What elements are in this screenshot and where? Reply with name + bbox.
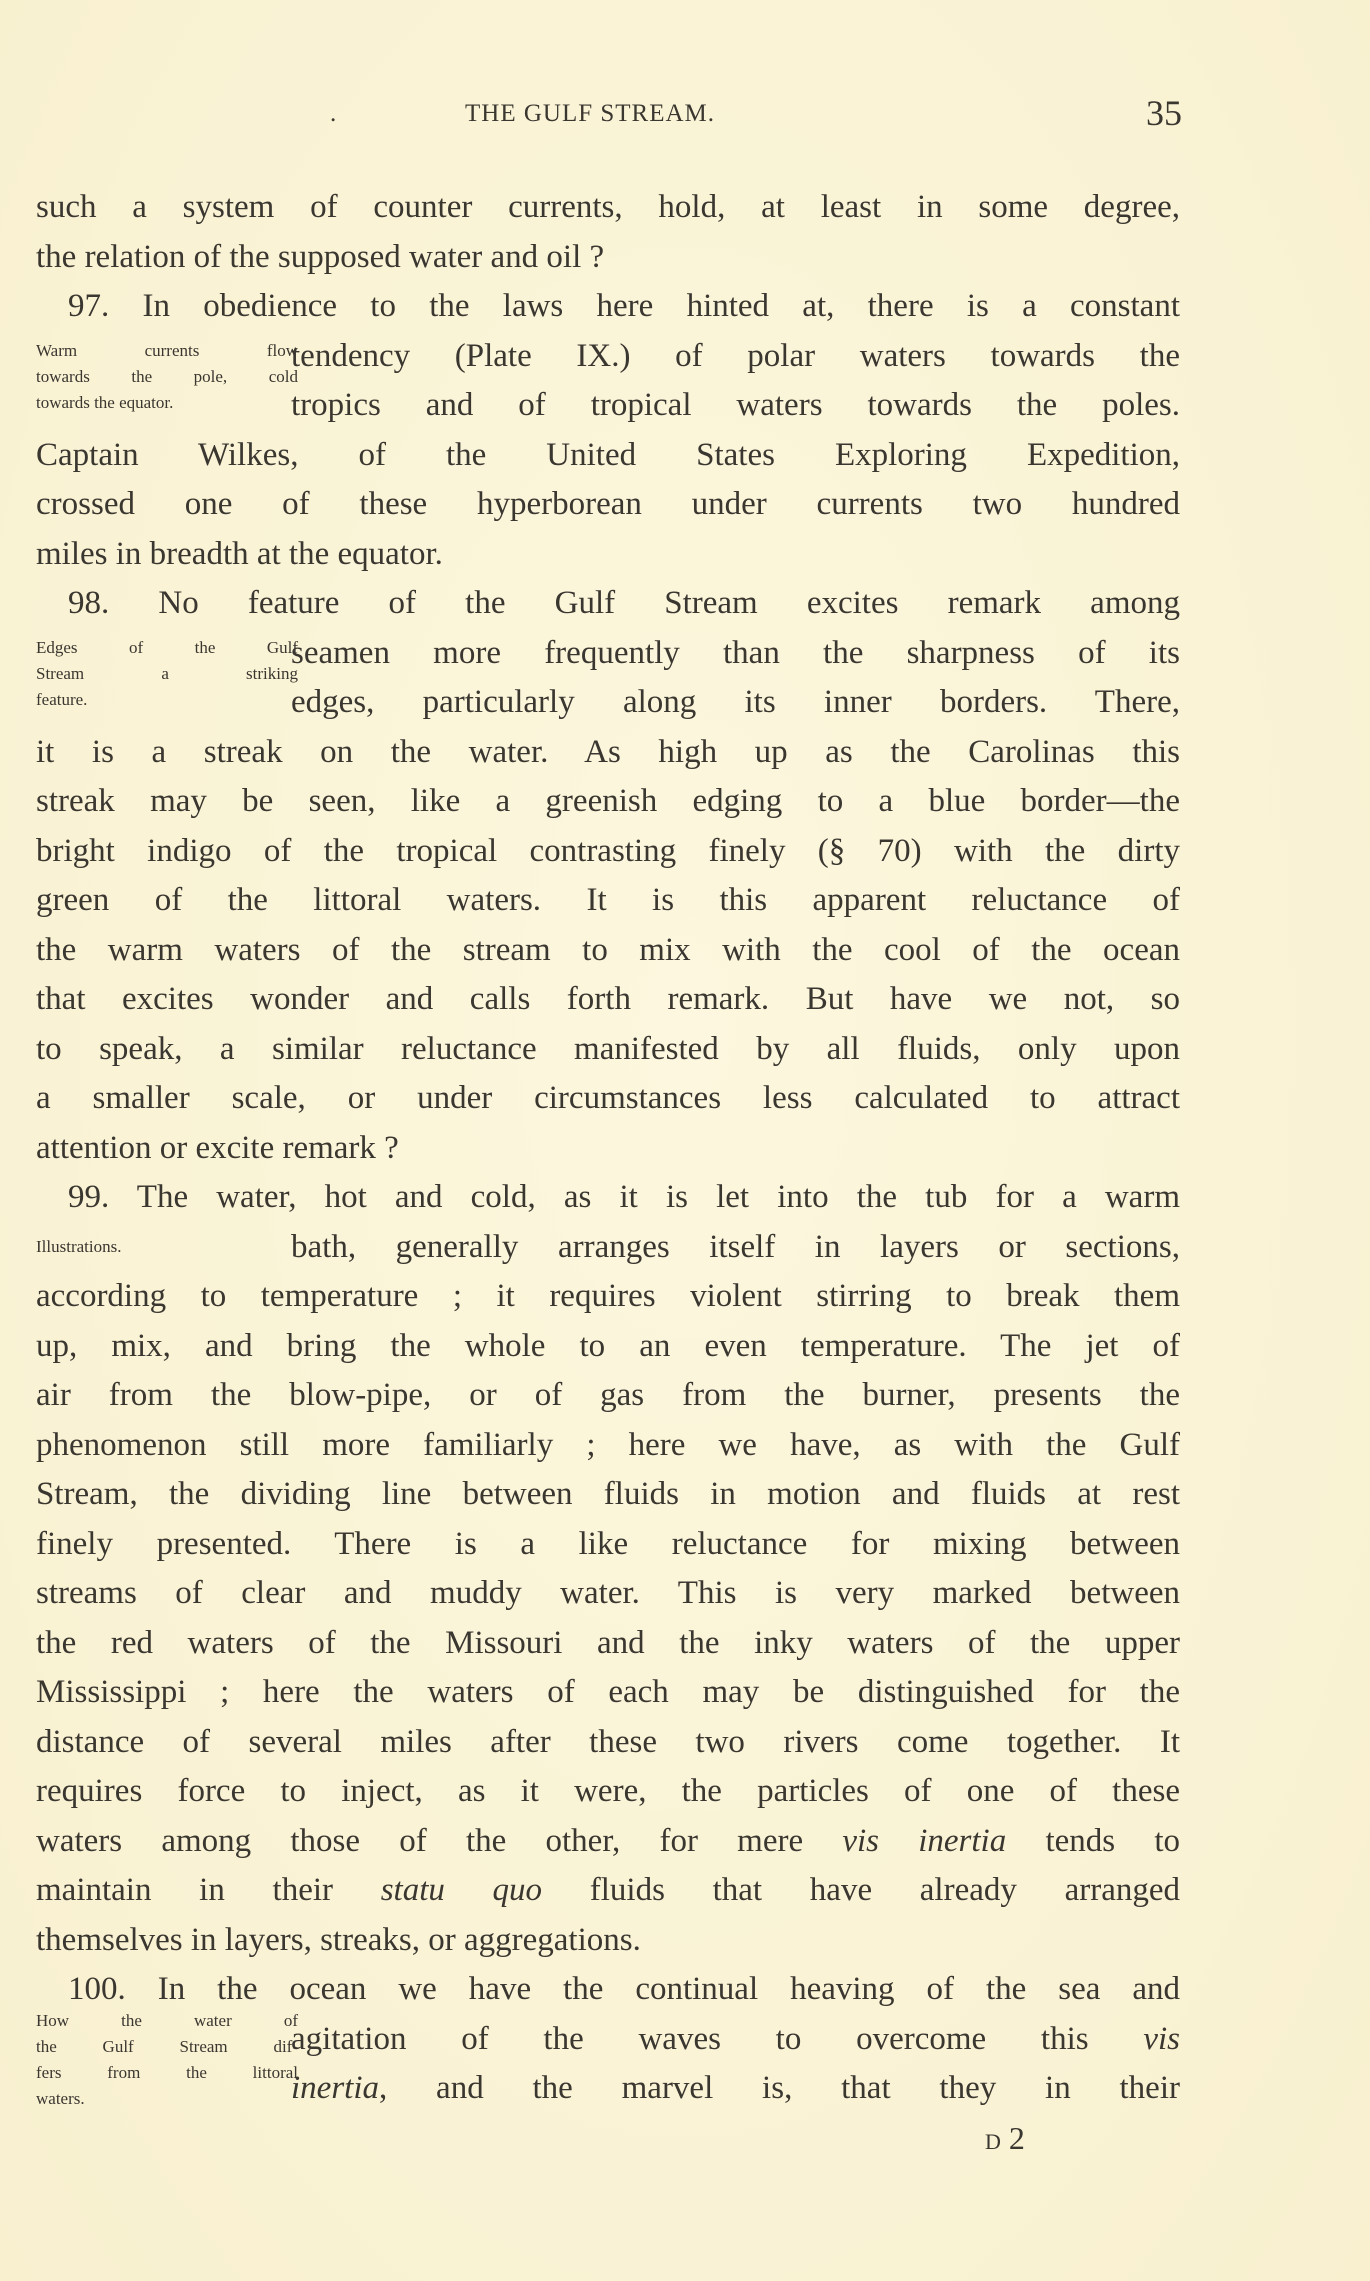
text-line: it is a streak on the water. As high up as the Carolinas this bbox=[36, 733, 1180, 770]
text-line bbox=[36, 1817, 1180, 1867]
text-line: bath, generally arranges itself in layers or sections, bbox=[291, 1228, 1180, 1265]
text-line bbox=[36, 1866, 1180, 1916]
signature-mark bbox=[985, 2120, 1025, 2157]
text-line: bright indigo of the tropical contrasting finely (§ 70) with the dirty bbox=[36, 832, 1180, 869]
margin-note-line: waters. bbox=[36, 2089, 85, 2108]
signature-number: 2 bbox=[1008, 2120, 1025, 2156]
text-line: streak may be seen, like a greenish edging to a blue border—the bbox=[36, 783, 1180, 819]
text-line: distance of several miles after these two rivers come together. It bbox=[36, 1723, 1180, 1760]
text-line: requires force to inject, as it were, the particles of one of these bbox=[36, 1773, 1180, 1809]
text-line: Mississippi ; here the waters of each may be distinguished for the bbox=[36, 1674, 1180, 1710]
text-line: 98. No feature of the Gulf Stream excites remark among bbox=[68, 585, 1180, 621]
text-line: that excites wonder and calls forth remark. But have we not, so bbox=[36, 981, 1180, 1017]
text-segment: agitation of the waves to overcome this bbox=[291, 2020, 1144, 2057]
text-line: the warm waters of the stream to mix with the cool of the ocean bbox=[36, 931, 1180, 968]
italic-text: statu quo bbox=[380, 1872, 543, 1908]
italic-text: vis inertia bbox=[842, 1822, 1007, 1859]
running-header-title: THE GULF STREAM. bbox=[465, 100, 716, 127]
text-line: 97. In obedience to the laws here hinted at, there is a constant bbox=[68, 288, 1180, 324]
text-line bbox=[291, 2015, 1180, 2065]
margin-note-line: How the water of bbox=[36, 2011, 298, 2030]
text-line: to speak, a similar reluctance manifested by all fluids, only upon bbox=[36, 1030, 1180, 1067]
text-line: finely presented. There is a like reluctance for mixing between bbox=[36, 1525, 1180, 1562]
text-line: streams of clear and muddy water. This is very marked between bbox=[36, 1575, 1180, 1611]
text-line: up, mix, and bring the whole to an even temperature. The jet of bbox=[36, 1327, 1180, 1364]
text-segment: waters among those of the other, for mere bbox=[36, 1822, 843, 1859]
margin-note-line: fers from the littoral bbox=[36, 2063, 298, 2082]
text-line: green of the littoral waters. It is this apparent reluctance of bbox=[36, 882, 1180, 918]
text-line: 99. The water, hot and cold, as it is let into the tub for a warm bbox=[68, 1179, 1180, 1215]
italic-text: vis bbox=[1143, 2020, 1180, 2057]
text-line: 100. In the ocean we have the continual heaving of the sea and bbox=[68, 1971, 1180, 2007]
text-line: edges, particularly along its inner borders. There, bbox=[291, 684, 1180, 720]
text-line: themselves in layers, streaks, or aggregations. bbox=[36, 1921, 641, 1958]
text-segment: tends to bbox=[1006, 1822, 1180, 1859]
margin-note-line: towards the pole, cold bbox=[36, 367, 298, 386]
text-line: Stream, the dividing line between fluids in motion and fluids at rest bbox=[36, 1476, 1180, 1512]
margin-note-line: towards the equator. bbox=[36, 393, 174, 412]
margin-note-line: Edges of the Gulf bbox=[36, 638, 298, 657]
header-dot: . bbox=[330, 100, 338, 127]
text-line: according to temperature ; it requires violent stirring to break them bbox=[36, 1278, 1180, 1314]
text-line: such a system of counter currents, hold, at least in some degree, bbox=[36, 189, 1180, 225]
text-line: tendency (Plate IX.) of polar waters towards the bbox=[291, 337, 1180, 374]
text-line bbox=[291, 2064, 1180, 2114]
margin-note-line: feature. bbox=[36, 690, 88, 709]
text-line: tropics and of tropical waters towards the poles. bbox=[291, 387, 1180, 423]
margin-note-line: the Gulf Stream dif- bbox=[36, 2037, 298, 2056]
text-line: a smaller scale, or under circumstances less calculated to attract bbox=[36, 1080, 1180, 1116]
page-number: 35 bbox=[1146, 93, 1182, 133]
margin-note-line: Warm currents flow bbox=[36, 341, 298, 360]
text-line: the red waters of the Missouri and the inky waters of the upper bbox=[36, 1624, 1180, 1661]
text-line: air from the blow-pipe, or of gas from the burner, presents the bbox=[36, 1377, 1180, 1413]
margin-note-line: Stream a striking bbox=[36, 664, 298, 683]
margin-note-line: Illustrations. bbox=[36, 1237, 122, 1257]
text-line: crossed one of these hyperborean under currents two hundred bbox=[36, 486, 1180, 522]
text-line: phenomenon still more familiarly ; here we have, as with the Gulf bbox=[36, 1426, 1180, 1463]
text-line: Captain Wilkes, of the United States Exploring Expedition, bbox=[36, 436, 1180, 473]
text-line: attention or excite remark ? bbox=[36, 1129, 399, 1166]
text-segment: fluids that have already arranged bbox=[542, 1872, 1180, 1908]
signature-letter: D bbox=[985, 2129, 1001, 2154]
text-line: seamen more frequently than the sharpness of its bbox=[291, 634, 1180, 671]
italic-text: inertia bbox=[291, 2070, 379, 2106]
text-line: the relation of the supposed water and oil ? bbox=[36, 238, 605, 275]
text-line: miles in breadth at the equator. bbox=[36, 535, 443, 572]
text-segment: maintain in their bbox=[36, 1872, 381, 1908]
text-segment: , and the marvel is, that they in their bbox=[379, 2070, 1180, 2106]
